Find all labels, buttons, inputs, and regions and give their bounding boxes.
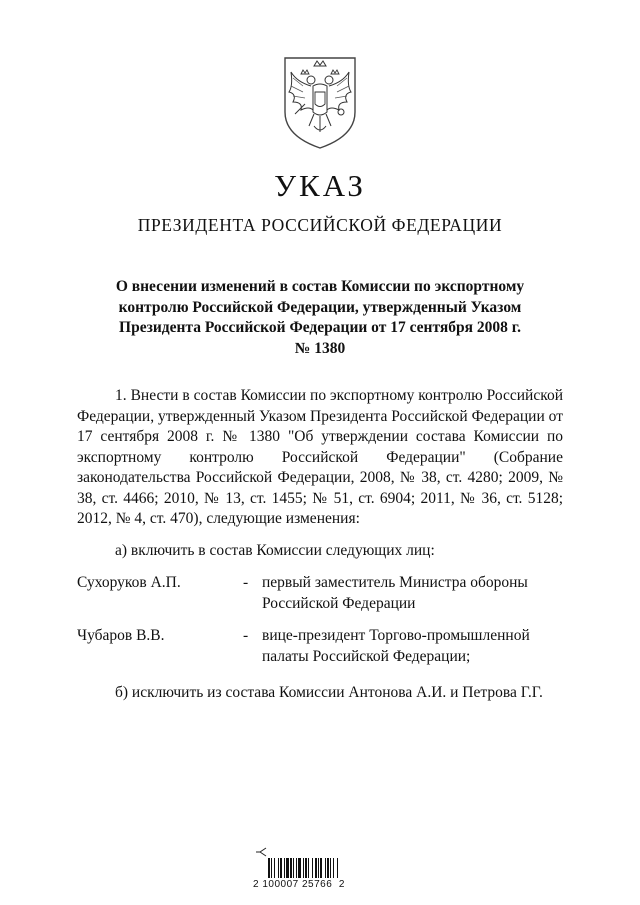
person-role: первый заместитель Министра обороны Российской Федерации — [262, 574, 528, 612]
barcode-bar — [325, 858, 326, 878]
barcode-bar — [327, 858, 329, 878]
barcode-icon — [250, 846, 390, 878]
barcode-bar — [312, 858, 313, 878]
barcode-bar — [333, 858, 334, 878]
barcode-bar — [305, 858, 307, 878]
paragraph-1: 1. Внести в состав Комиссии по экспортному контролю Российской Федерации, утвержденный Указом Президента Российской Федерации от 17 сентября 2008 г. № 1380 "Об утверждении состава Комиссии по экспортному контролю Российской Федерации" (Собрание законодательства Российской Федерации, 2008, № 38, ст. 4280; 2009, № 38, ст. 4466; 2010, № 13, ст. 1455; № 51, ст. 6904; 2011, № 36, ст. 5128; 2012, № 4, ст. 470), следующие изменения: — [77, 387, 563, 527]
barcode-bar — [330, 858, 331, 878]
item-a: а) включить в состав Комиссии следующих лиц: — [115, 542, 435, 559]
decree-heading: О внесении изменений в состав Комиссии по экспортному контролю Российской Федерации, утвержденный Указом Президента Российской Федерации от 17 сентября 2008 г. № 1380 — [115, 278, 525, 357]
document-title: УКАЗ — [274, 168, 366, 203]
barcode-bar — [271, 858, 272, 878]
barcode-bar — [315, 858, 317, 878]
barcode-number: 2 100007 25766 2 — [253, 879, 345, 890]
barcode-bar — [278, 858, 279, 878]
person-role: вице-президент Торгово-промышленной палаты Российской Федерации; — [262, 627, 530, 665]
barcode-bar — [337, 858, 338, 878]
barcode-bar — [303, 858, 304, 878]
barcode-bar — [296, 858, 297, 878]
person-dash: - — [243, 574, 249, 591]
barcode-bar — [268, 858, 270, 878]
barcode-bar — [284, 858, 285, 878]
person-dash: - — [243, 627, 249, 644]
person-name: Чубаров В.В. — [77, 627, 165, 644]
russian-coat-of-arms-icon — [281, 52, 359, 152]
barcode-bar — [274, 858, 275, 878]
barcode-bar — [308, 858, 309, 878]
barcode-bar — [280, 858, 282, 878]
barcode-bar — [318, 858, 319, 878]
barcode-bar — [290, 858, 292, 878]
barcode-bar — [298, 858, 301, 878]
person-name: Сухоруков А.П. — [77, 574, 181, 591]
document-subtitle: ПРЕЗИДЕНТА РОССИЙСКОЙ ФЕДЕРАЦИИ — [137, 215, 503, 235]
barcode-bar — [320, 858, 322, 878]
item-b: б) исключить из состава Комиссии Антонова А.И. и Петрова Г.Г. — [115, 684, 543, 701]
barcode-bar — [286, 858, 289, 878]
barcode-bar — [293, 858, 294, 878]
